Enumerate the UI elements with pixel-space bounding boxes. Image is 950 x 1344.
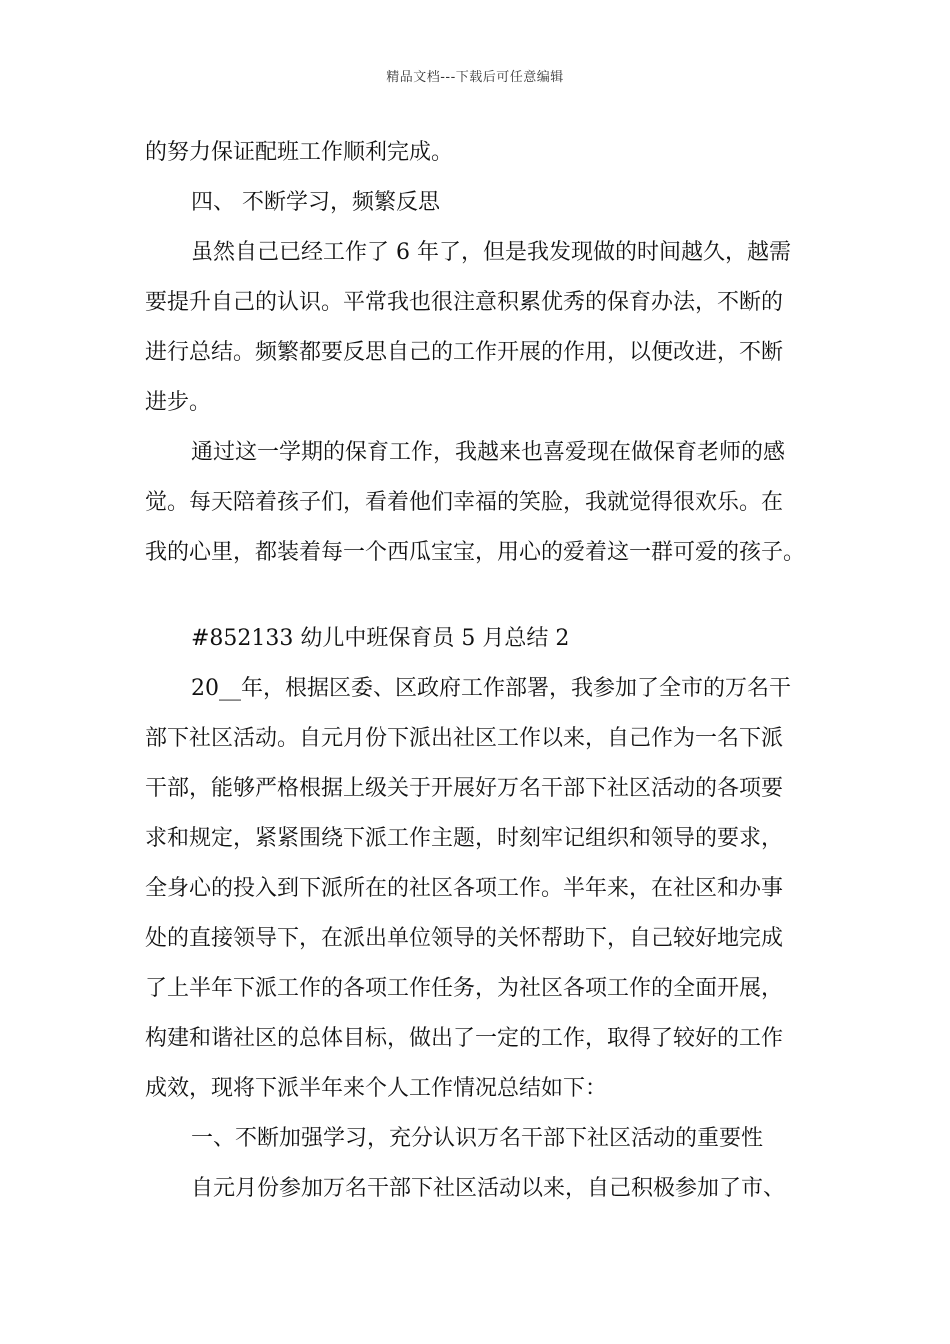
paragraph-line: 求和规定，紧紧围绕下派工作主题，时刻牢记组织和领导的要求， <box>145 826 784 851</box>
paragraph-line: 构建和谐社区的总体目标，做出了一定的工作，取得了较好的工作 <box>145 1026 784 1051</box>
paragraph-line: 20__年，根据区委、区政府工作部署，我参加了全市的万名干 <box>191 676 791 701</box>
paragraph-line: 进步。 <box>145 390 212 415</box>
paragraph-line: 干部，能够严格根据上级关于开展好万名干部下社区活动的各项要 <box>145 776 784 801</box>
paragraph-line: 部下社区活动。自元月份下派出社区工作以来，自己作为一名下派 <box>145 726 784 751</box>
document-title: #852133 幼儿中班保育员 5 月总结 2 <box>191 626 570 651</box>
paragraph-gap <box>145 578 815 614</box>
paragraph-line: 进行总结。频繁都要反思自己的工作开展的作用，以便改进，不断 <box>145 340 784 365</box>
paragraph-line: 的努力保证配班工作顺利完成。 <box>145 140 454 165</box>
page-header: 精品文档---下载后可任意编辑 <box>386 70 564 85</box>
paragraph-line: 我的心里，都装着每一个西瓜宝宝，用心的爱着这一群可爱的孩子。 <box>145 540 806 565</box>
paragraph-line: 自元月份参加万名干部下社区活动以来，自己积极参加了市、 <box>191 1176 786 1201</box>
section-heading: 一、不断加强学习，充分认识万名干部下社区活动的重要性 <box>191 1126 764 1151</box>
paragraph-line: 处的直接领导下，在派出单位领导的关怀帮助下，自己较好地完成 <box>145 926 784 951</box>
paragraph-line: 要提升自己的认识。平常我也很注意积累优秀的保育办法，不断的 <box>145 290 784 315</box>
paragraph-line: 通过这一学期的保育工作，我越来也喜爱现在做保育老师的感 <box>191 440 786 465</box>
paragraph-line: 了上半年下派工作的各项工作任务，为社区各项工作的全面开展， <box>145 976 784 1001</box>
document-body <box>145 128 815 1214</box>
paragraph-line: 觉。每天陪着孩子们，看着他们幸福的笑脸，我就觉得很欢乐。在 <box>145 490 784 515</box>
paragraph-line: 虽然自己已经工作了 6 年了，但是我发现做的时间越久，越需 <box>191 240 791 265</box>
paragraph-line: 全身心的投入到下派所在的社区各项工作。半年来，在社区和办事 <box>145 876 784 901</box>
paragraph-line: 成效，现将下派半年来个人工作情况总结如下： <box>145 1076 608 1101</box>
section-heading: 四、 不断学习，频繁反思 <box>191 190 440 215</box>
